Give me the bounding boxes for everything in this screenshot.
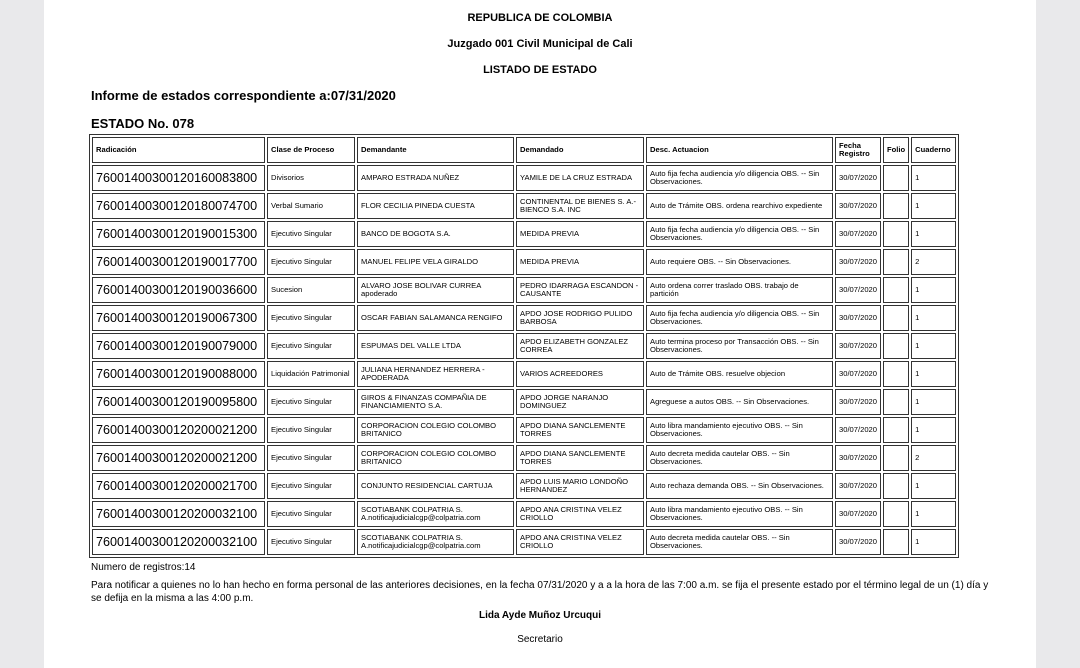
- cell-demandante: ESPUMAS DEL VALLE LTDA: [357, 333, 514, 359]
- cell-demandado: APDO LUIS MARIO LONDOÑO HERNANDEZ: [516, 473, 644, 499]
- cell-radicacion: 76001400300120200032100: [92, 529, 265, 555]
- cell-radicacion: 76001400300120190036600: [92, 277, 265, 303]
- estado-number: ESTADO No. 078: [91, 116, 195, 131]
- cell-folio: [883, 333, 909, 359]
- cell-cuaderno: 1: [911, 361, 956, 387]
- cell-demandado: APDO DIANA SANCLEMENTE TORRES: [516, 445, 644, 471]
- cell-folio: [883, 417, 909, 443]
- cell-folio: [883, 473, 909, 499]
- cell-desc-actuacion: Auto rechaza demanda OBS. -- Sin Observaciones.: [646, 473, 833, 499]
- cell-folio: [883, 389, 909, 415]
- cell-fecha-registro: 30/07/2020: [835, 417, 881, 443]
- cell-clase-proceso: Ejecutivo Singular: [267, 529, 355, 555]
- cell-cuaderno: 1: [911, 333, 956, 359]
- cell-folio: [883, 249, 909, 275]
- cell-radicacion: 76001400300120200021200: [92, 445, 265, 471]
- record-count: Numero de registros:14: [91, 562, 196, 573]
- cell-clase-proceso: Verbal Sumario: [267, 193, 355, 219]
- cell-clase-proceso: Sucesion: [267, 277, 355, 303]
- table-row: [92, 445, 956, 471]
- cell-fecha-registro: 30/07/2020: [835, 389, 881, 415]
- table-row: [92, 165, 956, 191]
- cell-demandante: CORPORACION COLEGIO COLOMBO BRITANICO: [357, 417, 514, 443]
- cell-radicacion: 76001400300120200032100: [92, 501, 265, 527]
- cell-clase-proceso: Ejecutivo Singular: [267, 501, 355, 527]
- cell-desc-actuacion: Auto decreta medida cautelar OBS. -- Sin Observaciones.: [646, 529, 833, 555]
- estado-table: [89, 134, 959, 558]
- cell-clase-proceso: Ejecutivo Singular: [267, 473, 355, 499]
- col-header-desc-actuacion: Desc. Actuacion: [646, 137, 833, 163]
- cell-demandante: JULIANA HERNANDEZ HERRERA - APODERADA: [357, 361, 514, 387]
- cell-fecha-registro: 30/07/2020: [835, 333, 881, 359]
- cell-clase-proceso: Divisorios: [267, 165, 355, 191]
- cell-desc-actuacion: Auto ordena correr traslado OBS. trabajo de partición: [646, 277, 833, 303]
- cell-clase-proceso: Ejecutivo Singular: [267, 389, 355, 415]
- cell-radicacion: 76001400300120190088000: [92, 361, 265, 387]
- cell-fecha-registro: 30/07/2020: [835, 473, 881, 499]
- cell-radicacion: 76001400300120190067300: [92, 305, 265, 331]
- cell-demandado: CONTINENTAL DE BIENES S. A.- BIENCO S.A. INC: [516, 193, 644, 219]
- cell-demandado: APDO DIANA SANCLEMENTE TORRES: [516, 417, 644, 443]
- report-date-title: Informe de estados correspondiente a:07/31/2020: [91, 88, 396, 103]
- cell-fecha-registro: 30/07/2020: [835, 361, 881, 387]
- cell-radicacion: 76001400300120190015300: [92, 221, 265, 247]
- cell-folio: [883, 277, 909, 303]
- cell-cuaderno: 1: [911, 501, 956, 527]
- table-row: [92, 417, 956, 443]
- cell-desc-actuacion: Auto decreta medida cautelar OBS. -- Sin Observaciones.: [646, 445, 833, 471]
- cell-demandante: MANUEL FELIPE VELA GIRALDO: [357, 249, 514, 275]
- cell-fecha-registro: 30/07/2020: [835, 501, 881, 527]
- col-header-demandante: Demandante: [357, 137, 514, 163]
- cell-radicacion: 76001400300120190079000: [92, 333, 265, 359]
- cell-radicacion: 76001400300120200021700: [92, 473, 265, 499]
- col-header-demandado: Demandado: [516, 137, 644, 163]
- cell-cuaderno: 1: [911, 473, 956, 499]
- table-row: [92, 501, 956, 527]
- cell-demandante: SCOTIABANK COLPATRIA S. A.notificajudicialcgp@colpatria.com: [357, 529, 514, 555]
- cell-fecha-registro: 30/07/2020: [835, 529, 881, 555]
- cell-cuaderno: 1: [911, 529, 956, 555]
- cell-demandado: APDO ANA CRISTINA VELEZ CRIOLLO: [516, 529, 644, 555]
- cell-folio: [883, 529, 909, 555]
- cell-demandante: BANCO DE BOGOTA S.A.: [357, 221, 514, 247]
- col-header-radicacion: Radicación: [92, 137, 265, 163]
- cell-radicacion: 76001400300120200021200: [92, 417, 265, 443]
- cell-demandado: APDO ELIZABETH GONZALEZ CORREA: [516, 333, 644, 359]
- cell-clase-proceso: Ejecutivo Singular: [267, 305, 355, 331]
- table-row: [92, 361, 956, 387]
- table-row: [92, 333, 956, 359]
- cell-clase-proceso: Liquidación Patrimonial: [267, 361, 355, 387]
- cell-desc-actuacion: Auto de Trámite OBS. resuelve objecion: [646, 361, 833, 387]
- notification-notice: Para notificar a quienes no lo han hecho en forma personal de las anteriores decisiones, en la fecha 07/31/2020 y a a la hora de las 7:00 a.m. se fija el presente estado por el término legal de un (1) día y se defija en la misma a las 4:00 p.m.: [91, 580, 989, 604]
- cell-fecha-registro: 30/07/2020: [835, 165, 881, 191]
- cell-radicacion: 76001400300120160083800: [92, 165, 265, 191]
- cell-clase-proceso: Ejecutivo Singular: [267, 445, 355, 471]
- cell-fecha-registro: 30/07/2020: [835, 249, 881, 275]
- cell-fecha-registro: 30/07/2020: [835, 193, 881, 219]
- cell-demandado: MEDIDA PREVIA: [516, 249, 644, 275]
- cell-cuaderno: 1: [911, 417, 956, 443]
- cell-desc-actuacion: Auto fija fecha audiencia y/o diligencia OBS. -- Sin Observaciones.: [646, 305, 833, 331]
- col-header-folio: Folio: [883, 137, 909, 163]
- cell-fecha-registro: 30/07/2020: [835, 277, 881, 303]
- signer-name: Lida Ayde Muñoz Urcuqui: [478, 610, 602, 621]
- cell-radicacion: 76001400300120190017700: [92, 249, 265, 275]
- table-row: [92, 277, 956, 303]
- cell-cuaderno: 1: [911, 221, 956, 247]
- cell-demandante: FLOR CECILIA PINEDA CUESTA: [357, 193, 514, 219]
- cell-desc-actuacion: Auto fija fecha audiencia y/o diligencia OBS. -- Sin Observaciones.: [646, 165, 833, 191]
- cell-radicacion: 76001400300120180074700: [92, 193, 265, 219]
- cell-clase-proceso: Ejecutivo Singular: [267, 417, 355, 443]
- cell-clase-proceso: Ejecutivo Singular: [267, 221, 355, 247]
- cell-cuaderno: 1: [911, 193, 956, 219]
- cell-demandante: OSCAR FABIAN SALAMANCA RENGIFO: [357, 305, 514, 331]
- cell-fecha-registro: 30/07/2020: [835, 445, 881, 471]
- document-page: [44, 0, 1036, 668]
- cell-fecha-registro: 30/07/2020: [835, 221, 881, 247]
- cell-demandante: CONJUNTO RESIDENCIAL CARTUJA: [357, 473, 514, 499]
- cell-cuaderno: 1: [911, 389, 956, 415]
- table-row: [92, 249, 956, 275]
- header-listing: LISTADO DE ESTADO: [483, 64, 597, 76]
- table-row: [92, 221, 956, 247]
- cell-folio: [883, 445, 909, 471]
- cell-clase-proceso: Ejecutivo Singular: [267, 333, 355, 359]
- cell-cuaderno: 2: [911, 249, 956, 275]
- col-header-clase-proceso: Clase de Proceso: [267, 137, 355, 163]
- col-header-cuaderno: Cuaderno: [911, 137, 956, 163]
- cell-folio: [883, 221, 909, 247]
- table-row: [92, 529, 956, 555]
- cell-folio: [883, 501, 909, 527]
- cell-desc-actuacion: Agreguese a autos OBS. -- Sin Observaciones.: [646, 389, 833, 415]
- cell-demandante: SCOTIABANK COLPATRIA S. A.notificajudicialcgp@colpatria.com: [357, 501, 514, 527]
- cell-folio: [883, 165, 909, 191]
- cell-demandante: CORPORACION COLEGIO COLOMBO BRITANICO: [357, 445, 514, 471]
- table-header-row: [92, 137, 956, 163]
- table-row: [92, 473, 956, 499]
- cell-cuaderno: 1: [911, 165, 956, 191]
- table-row: [92, 305, 956, 331]
- cell-folio: [883, 305, 909, 331]
- table-body: [92, 165, 956, 555]
- cell-demandado: PEDRO IDARRAGA ESCANDON - CAUSANTE: [516, 277, 644, 303]
- cell-desc-actuacion: Auto libra mandamiento ejecutivo OBS. -- Sin Observaciones.: [646, 501, 833, 527]
- table-row: [92, 389, 956, 415]
- cell-demandado: YAMILE DE LA CRUZ ESTRADA: [516, 165, 644, 191]
- cell-desc-actuacion: Auto fija fecha audiencia y/o diligencia OBS. -- Sin Observaciones.: [646, 221, 833, 247]
- header-court: Juzgado 001 Civil Municipal de Cali: [447, 38, 633, 50]
- cell-cuaderno: 1: [911, 305, 956, 331]
- cell-demandado: APDO JOSE RODRIGO PULIDO BARBOSA: [516, 305, 644, 331]
- cell-radicacion: 76001400300120190095800: [92, 389, 265, 415]
- cell-folio: [883, 361, 909, 387]
- header-country: REPUBLICA DE COLOMBIA: [467, 12, 613, 24]
- col-header-fecha-registro: Fecha Registro: [835, 137, 881, 163]
- cell-desc-actuacion: Auto de Trámite OBS. ordena rearchivo expediente: [646, 193, 833, 219]
- cell-demandante: AMPARO ESTRADA NUÑEZ: [357, 165, 514, 191]
- cell-demandado: VARIOS ACREEDORES: [516, 361, 644, 387]
- cell-cuaderno: 2: [911, 445, 956, 471]
- cell-folio: [883, 193, 909, 219]
- cell-demandado: MEDIDA PREVIA: [516, 221, 644, 247]
- cell-clase-proceso: Ejecutivo Singular: [267, 249, 355, 275]
- cell-desc-actuacion: Auto requiere OBS. -- Sin Observaciones.: [646, 249, 833, 275]
- cell-demandado: APDO JORGE NARANJO DOMINGUEZ: [516, 389, 644, 415]
- cell-fecha-registro: 30/07/2020: [835, 305, 881, 331]
- table-row: [92, 193, 956, 219]
- cell-demandante: GIROS & FINANZAS COMPAÑIA DE FINANCIAMIENTO S.A.: [357, 389, 514, 415]
- cell-demandado: APDO ANA CRISTINA VELEZ CRIOLLO: [516, 501, 644, 527]
- signer-role: Secretario: [517, 634, 563, 645]
- cell-cuaderno: 1: [911, 277, 956, 303]
- cell-demandante: ALVARO JOSE BOLIVAR CURREA apoderado: [357, 277, 514, 303]
- cell-desc-actuacion: Auto termina proceso por Transacción OBS. -- Sin Observaciones.: [646, 333, 833, 359]
- cell-desc-actuacion: Auto libra mandamiento ejecutivo OBS. -- Sin Observaciones.: [646, 417, 833, 443]
